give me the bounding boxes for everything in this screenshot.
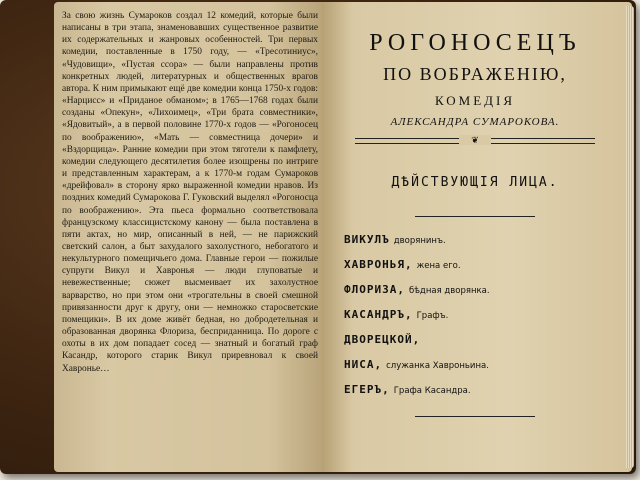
cast-item: ЕГЕРЪ, Графа Касандра. <box>344 383 471 396</box>
cast-heading: ДѢЙСТВУЮЩІЯ ЛИЦА. <box>391 175 559 190</box>
cast-item: ДВОРЕЦКОЙ, <box>344 333 421 346</box>
cast-item: ВИКУЛЪ дворянинъ. <box>344 233 446 246</box>
ornament-icon: ❦ <box>459 135 491 145</box>
play-author: АЛЕКСАНДРА СУМАРОКОВА. <box>390 116 560 128</box>
cast-list <box>344 233 610 398</box>
article-paragraph: За свою жизнь Сумароков создал 12 комедий, которые были написаны в три этапа, знаменовавших существенное развитие их содержательных и жанровых особенностей. Три первых комедии, поставленные в 1750 году, — «Тресотиниус», «Чудовищи», «Пустая ссора» — были направлены против конкретных людей, литературных и общественных врагов автора. К ним примыкают ещё две комедии конца 1750-х годов: «Нарцисс» и «Приданое обманом»; в 1765—1768 годах были созданы «Опекун», «Лихоимец», «Три брата совместники», «Ядовитый», а в первой половине 1770-х годов — «Рогоносец по воображению», «Мать — совместница дочери» и «Вздорщица». Ранние комедии при этом тяготели к памфлету, комедии следующего десятилетия более изощрены по интриге и представленным характерам, а к 1770-м годам Сумароков «дрейфовал» в сторону ярко выраженной комедии нравов. Из поздних комедий Сумарокова Г. Гуковский выделял «Рогоносца по воображению». Эта пьеса формально соответствовала французскому классицистскому канону — была поставлена в пяти актах, но мир, описанный в ней, — не парижский светский салон, а быт захудалого захолустного, небогатого и некультурного помещичьего дома. Главные герои — пожилые супруги Викул и Хавронья — люди глуповатые и невежественные; сюжет высмеивает их захолустное варварство, но при этом они «трогательны в своей смешной привязанности друг к другу, они — немножко старосветские помещики». В их доме живёт бедная, но добродетельная и образованная дворянка Флориза, бесприданница. По дороге с охоты в их дом попадает сосед — знатный и богатый граф Касандр, которого старик Викул приревновал к своей Хавронье… <box>62 11 318 374</box>
divider-top <box>415 216 535 217</box>
play-subtitle: ПО ВОБРАЖЕНІЮ, <box>383 64 567 84</box>
cast-item: ХАВРОНЬЯ, жена его. <box>344 258 461 271</box>
play-title: РОГОНОСЕЦЪ <box>369 30 581 56</box>
cast-item: НИСА, служанка Хавроньина. <box>344 358 489 371</box>
page-edges <box>626 6 634 468</box>
play-genre: КОМЕДІЯ <box>434 93 516 108</box>
divider-bottom <box>415 416 535 417</box>
cast-item: ФЛОРИЗА, бѣдная дворянка. <box>344 283 490 296</box>
title-page <box>340 28 610 417</box>
ornamental-divider <box>355 135 595 145</box>
left-page-text <box>62 10 318 375</box>
cast-item: КАСАНДРЪ, Графъ. <box>344 308 449 321</box>
